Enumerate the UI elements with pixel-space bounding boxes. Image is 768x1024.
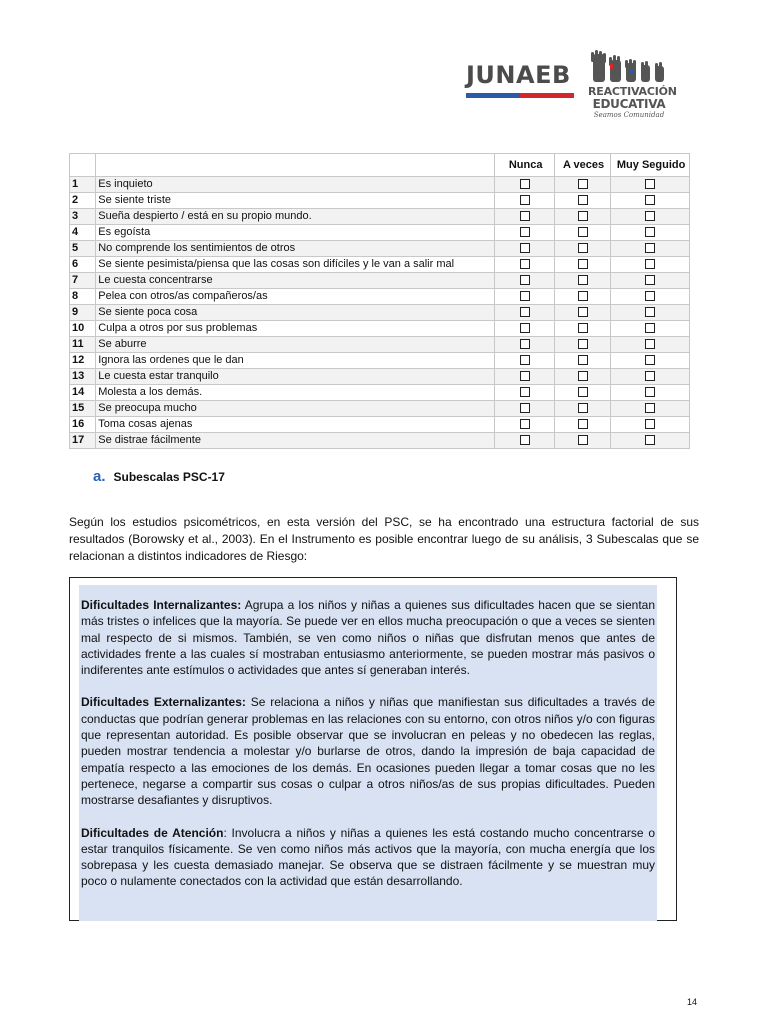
cell-nunca	[495, 193, 554, 209]
cell-muy-seguido	[611, 289, 690, 305]
col-header-muy-seguido: Muy Seguido	[611, 154, 690, 177]
row-number: 10	[70, 321, 96, 337]
row-number: 5	[70, 241, 96, 257]
attention-term: Dificultades de Atención	[81, 825, 224, 840]
table-row	[70, 369, 690, 385]
cell-muy-seguido	[611, 433, 690, 449]
checkbox-nunca[interactable]	[520, 339, 530, 349]
row-number: 16	[70, 417, 96, 433]
table-body	[70, 177, 690, 449]
checkbox-a-veces[interactable]	[578, 371, 588, 381]
table-row	[70, 193, 690, 209]
row-item-text: Pelea con otros/as compañeros/as	[96, 289, 495, 305]
table-row	[70, 337, 690, 353]
cell-a-veces	[554, 385, 610, 401]
cell-muy-seguido	[611, 241, 690, 257]
checkbox-nunca[interactable]	[520, 323, 530, 333]
checkbox-muy-seguido[interactable]	[645, 179, 655, 189]
cell-muy-seguido	[611, 305, 690, 321]
row-number: 12	[70, 353, 96, 369]
checkbox-a-veces[interactable]	[578, 179, 588, 189]
subsection-title: Subescalas PSC-17	[113, 470, 225, 484]
checkbox-a-veces[interactable]	[578, 387, 588, 397]
cell-a-veces	[554, 257, 610, 273]
cell-muy-seguido	[611, 177, 690, 193]
intro-paragraph: Según los estudios psicométricos, en esta versión del PSC, se ha encontrado una estructura factorial de sus resultados (Borowsky et al., 2003). En el Instrumento es posible encontrar luego de su análisis, 3 Subescalas que se relacionan a distintos indicadores de Riesgo:	[69, 515, 699, 563]
checkbox-nunca[interactable]	[520, 371, 530, 381]
attention-paragraph	[81, 825, 655, 890]
checkbox-a-veces[interactable]	[578, 435, 588, 445]
table-row	[70, 289, 690, 305]
cell-nunca	[495, 305, 554, 321]
cell-nunca	[495, 257, 554, 273]
checkbox-nunca[interactable]	[520, 291, 530, 301]
checkbox-muy-seguido[interactable]	[645, 323, 655, 333]
row-number: 4	[70, 225, 96, 241]
row-number: 9	[70, 305, 96, 321]
cell-nunca	[495, 289, 554, 305]
subsection-letter: a.	[93, 468, 106, 485]
cell-a-veces	[554, 433, 610, 449]
subscales-box	[69, 577, 677, 921]
row-item-text: Sueña despierto / está en su propio mundo.	[96, 209, 495, 225]
cell-muy-seguido	[611, 273, 690, 289]
row-number: 17	[70, 433, 96, 449]
table-row	[70, 417, 690, 433]
cell-a-veces	[554, 369, 610, 385]
cell-a-veces	[554, 321, 610, 337]
row-number: 15	[70, 401, 96, 417]
cell-a-veces	[554, 337, 610, 353]
internalizing-term: Dificultades Internalizantes:	[81, 598, 242, 612]
checkbox-a-veces[interactable]	[578, 323, 588, 333]
checkbox-nunca[interactable]	[520, 275, 530, 285]
cell-muy-seguido	[611, 417, 690, 433]
row-item-text: No comprende los sentimientos de otros	[96, 241, 495, 257]
checkbox-a-veces[interactable]	[578, 355, 588, 365]
row-item-text: Se siente pesimista/piensa que las cosas son difíciles y le van a salir mal	[96, 257, 495, 273]
subscales-box-shaded	[79, 585, 657, 921]
cell-nunca	[495, 337, 554, 353]
cell-nunca	[495, 369, 554, 385]
cell-nunca	[495, 209, 554, 225]
table-row	[70, 305, 690, 321]
row-item-text: Molesta a los demás.	[96, 385, 495, 401]
col-header-num	[70, 154, 96, 177]
row-number: 3	[70, 209, 96, 225]
cell-a-veces	[554, 193, 610, 209]
cell-muy-seguido	[611, 193, 690, 209]
logo-tagline: Seamos Comunidad	[593, 111, 665, 119]
col-header-nunca: Nunca	[495, 154, 554, 177]
checkbox-nunca[interactable]	[520, 419, 530, 429]
checkbox-muy-seguido[interactable]	[645, 227, 655, 237]
cell-muy-seguido	[611, 337, 690, 353]
checkbox-nunca[interactable]	[520, 259, 530, 269]
checkbox-nunca[interactable]	[520, 355, 530, 365]
cell-nunca	[495, 321, 554, 337]
cell-a-veces	[554, 177, 610, 193]
cell-muy-seguido	[611, 225, 690, 241]
table-row	[70, 385, 690, 401]
checkbox-muy-seguido[interactable]	[645, 387, 655, 397]
row-item-text: Ignora las ordenes que le dan	[96, 353, 495, 369]
checkbox-muy-seguido[interactable]	[645, 355, 655, 365]
row-item-text: Culpa a otros por sus problemas	[96, 321, 495, 337]
checkbox-a-veces[interactable]	[578, 307, 588, 317]
checkbox-nunca[interactable]	[520, 211, 530, 221]
checkbox-muy-seguido[interactable]	[645, 419, 655, 429]
row-item-text: Es inquieto	[96, 177, 495, 193]
table-row	[70, 401, 690, 417]
cell-a-veces	[554, 241, 610, 257]
table-row	[70, 321, 690, 337]
cell-muy-seguido	[611, 353, 690, 369]
checkbox-muy-seguido[interactable]	[645, 307, 655, 317]
chile-flag-stripe	[466, 93, 574, 98]
table-row	[70, 177, 690, 193]
cell-a-veces	[554, 353, 610, 369]
table-row	[70, 241, 690, 257]
table-header-row	[70, 154, 690, 177]
cell-nunca	[495, 353, 554, 369]
cell-muy-seguido	[611, 209, 690, 225]
row-number: 13	[70, 369, 96, 385]
checkbox-nunca[interactable]	[520, 195, 530, 205]
checkbox-muy-seguido[interactable]	[645, 275, 655, 285]
checkbox-nunca[interactable]	[520, 435, 530, 445]
cell-a-veces	[554, 209, 610, 225]
checkbox-muy-seguido[interactable]	[645, 291, 655, 301]
row-number: 2	[70, 193, 96, 209]
row-item-text: Le cuesta estar tranquilo	[96, 369, 495, 385]
row-item-text: Es egoísta	[96, 225, 495, 241]
row-number: 6	[70, 257, 96, 273]
cell-muy-seguido	[611, 321, 690, 337]
row-number: 11	[70, 337, 96, 353]
row-number: 1	[70, 177, 96, 193]
table-row	[70, 209, 690, 225]
col-header-a-veces: A veces	[554, 154, 610, 177]
cell-a-veces	[554, 305, 610, 321]
checkbox-a-veces[interactable]	[578, 339, 588, 349]
row-item-text: Le cuesta concentrarse	[96, 273, 495, 289]
cell-nunca	[495, 417, 554, 433]
checkbox-muy-seguido[interactable]	[645, 211, 655, 221]
logo-line2: EDUCATIVA	[592, 97, 666, 111]
checkbox-a-veces[interactable]	[578, 211, 588, 221]
cell-muy-seguido	[611, 401, 690, 417]
reactivacion-educativa-logo	[588, 50, 677, 120]
psc-17-checklist-table	[69, 153, 690, 449]
subsection-heading	[93, 468, 225, 485]
row-item-text: Se aburre	[96, 337, 495, 353]
row-number: 7	[70, 273, 96, 289]
checkbox-muy-seguido[interactable]	[645, 243, 655, 253]
checkbox-muy-seguido[interactable]	[645, 339, 655, 349]
row-item-text: Se siente triste	[96, 193, 495, 209]
checkbox-muy-seguido[interactable]	[645, 371, 655, 381]
attention-text: : Involucra a niños y niñas a quienes les está costando mucho concentrarse o estar tranquilos físicamente. Se ven como niños más activos que la mayoría, con mucha energía que los sobrepasa y les cuesta demasiado manejar. Se observa que se distraen fácilmente y se muestran muy poco o nulamente conectados con la actividad que están desarrollando.	[81, 825, 655, 889]
checkbox-a-veces[interactable]	[578, 195, 588, 205]
checkbox-muy-seguido[interactable]	[645, 403, 655, 413]
cell-a-veces	[554, 417, 610, 433]
checkbox-nunca[interactable]	[520, 387, 530, 397]
checkbox-a-veces[interactable]	[578, 259, 588, 269]
cell-nunca	[495, 401, 554, 417]
cell-a-veces	[554, 225, 610, 241]
cell-muy-seguido	[611, 257, 690, 273]
page-number: 14	[687, 997, 698, 1007]
cell-nunca	[495, 177, 554, 193]
row-number: 8	[70, 289, 96, 305]
row-number: 14	[70, 385, 96, 401]
cell-a-veces	[554, 289, 610, 305]
table-row	[70, 353, 690, 369]
cell-nunca	[495, 225, 554, 241]
col-header-item	[96, 154, 495, 177]
row-item-text: Se distrae fácilmente	[96, 433, 495, 449]
checkbox-nunca[interactable]	[520, 179, 530, 189]
checkbox-nunca[interactable]	[520, 403, 530, 413]
row-item-text: Toma cosas ajenas	[96, 417, 495, 433]
cell-nunca	[495, 273, 554, 289]
checkbox-a-veces[interactable]	[578, 291, 588, 301]
junaeb-logo-text: JUNAEB	[466, 61, 571, 89]
table-row	[70, 225, 690, 241]
externalizing-term: Dificultades Externalizantes:	[81, 695, 246, 710]
externalizing-paragraph	[81, 694, 655, 808]
checkbox-a-veces[interactable]	[578, 419, 588, 429]
cell-muy-seguido	[611, 369, 690, 385]
logo-line1: REACTIVACIÓN	[588, 85, 677, 98]
checkbox-a-veces[interactable]	[578, 243, 588, 253]
internalizing-text: Agrupa a los niños y niñas a quienes sus dificultades hacen que se sientan más tristes o infelices que la mayoría. Se puede ver en ellos mucha preocupación o que a veces se sienten mal respecto de si mismos. También, se ven como niños o niñas que disfrutan menos que antes de actividades frente a las cuales sí mostraban entusiasmo anteriormente, se pueden mostrar más pasivos o indiferentes ante estímulos o actividades que antes sí generaban interés.	[81, 598, 655, 678]
cell-nunca	[495, 385, 554, 401]
raised-hands-icon	[590, 50, 668, 86]
checkbox-nunca[interactable]	[520, 307, 530, 317]
checkbox-muy-seguido[interactable]	[645, 435, 655, 445]
checkbox-muy-seguido[interactable]	[645, 195, 655, 205]
table-row	[70, 257, 690, 273]
checkbox-a-veces[interactable]	[578, 227, 588, 237]
externalizing-text: Se relaciona a niños y niñas que manifiestan sus dificultades a través de conductas que podrían generar problemas en las relaciones con su entorno, con otros niños y/o con figuras que representan autoridad. Es posible observar que se involucran en peleas y no obedecen las reglas, pueden mostrar tendencia a molestar y/o burlarse de otros, dando la impresión de baja capacidad de empatía respecto a las emociones de los demás. En ocasiones pueden llegar a tomar cosas que no les pertenece, negarse a compartir sus cosas o culpar a otros niños/as de sus propias dificultades. Pueden mostrarse desafiantes y disruptivos.	[81, 695, 655, 808]
cell-a-veces	[554, 401, 610, 417]
cell-nunca	[495, 433, 554, 449]
internalizing-paragraph	[81, 597, 655, 678]
row-item-text: Se preocupa mucho	[96, 401, 495, 417]
cell-nunca	[495, 241, 554, 257]
checkbox-a-veces[interactable]	[578, 275, 588, 285]
checkbox-a-veces[interactable]	[578, 403, 588, 413]
row-item-text: Se siente poca cosa	[96, 305, 495, 321]
checkbox-muy-seguido[interactable]	[645, 259, 655, 269]
junaeb-logo	[466, 62, 576, 98]
checkbox-nunca[interactable]	[520, 227, 530, 237]
table-row	[70, 433, 690, 449]
cell-muy-seguido	[611, 385, 690, 401]
checkbox-nunca[interactable]	[520, 243, 530, 253]
table-row	[70, 273, 690, 289]
cell-a-veces	[554, 273, 610, 289]
